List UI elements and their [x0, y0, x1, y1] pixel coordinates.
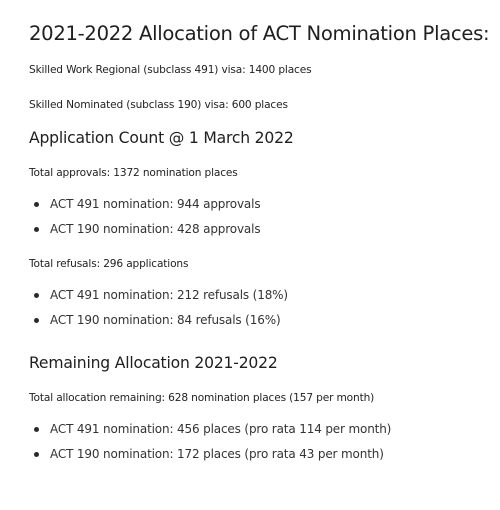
list-item: ACT 491 nomination: 212 refusals (18%) [29, 286, 500, 311]
total-remaining-text: Total allocation remaining: 628 nomination places (157 per month) [29, 392, 375, 404]
remaining-list [29, 420, 500, 470]
allocation-491-text: Skilled Work Regional (subclass 491) visa: 1400 places [29, 64, 312, 76]
application-count-heading: Application Count @ 1 March 2022 [29, 129, 294, 147]
allocation-190-text: Skilled Nominated (subclass 190) visa: 600 places [29, 99, 288, 111]
remaining-allocation-heading: Remaining Allocation 2021-2022 [29, 354, 278, 372]
total-refusals-text: Total refusals: 296 applications [29, 258, 189, 270]
list-item: ACT 190 nomination: 428 approvals [29, 220, 500, 245]
approvals-list [29, 195, 500, 245]
list-item: ACT 491 nomination: 944 approvals [29, 195, 500, 220]
list-item: ACT 190 nomination: 84 refusals (16%) [29, 311, 500, 336]
refusals-list [29, 286, 500, 336]
page-title: 2021-2022 Allocation of ACT Nomination Places: [29, 22, 490, 45]
total-approvals-text: Total approvals: 1372 nomination places [29, 167, 238, 179]
list-item: ACT 190 nomination: 172 places (pro rata 43 per month) [29, 445, 500, 470]
list-item: ACT 491 nomination: 456 places (pro rata 114 per month) [29, 420, 500, 445]
